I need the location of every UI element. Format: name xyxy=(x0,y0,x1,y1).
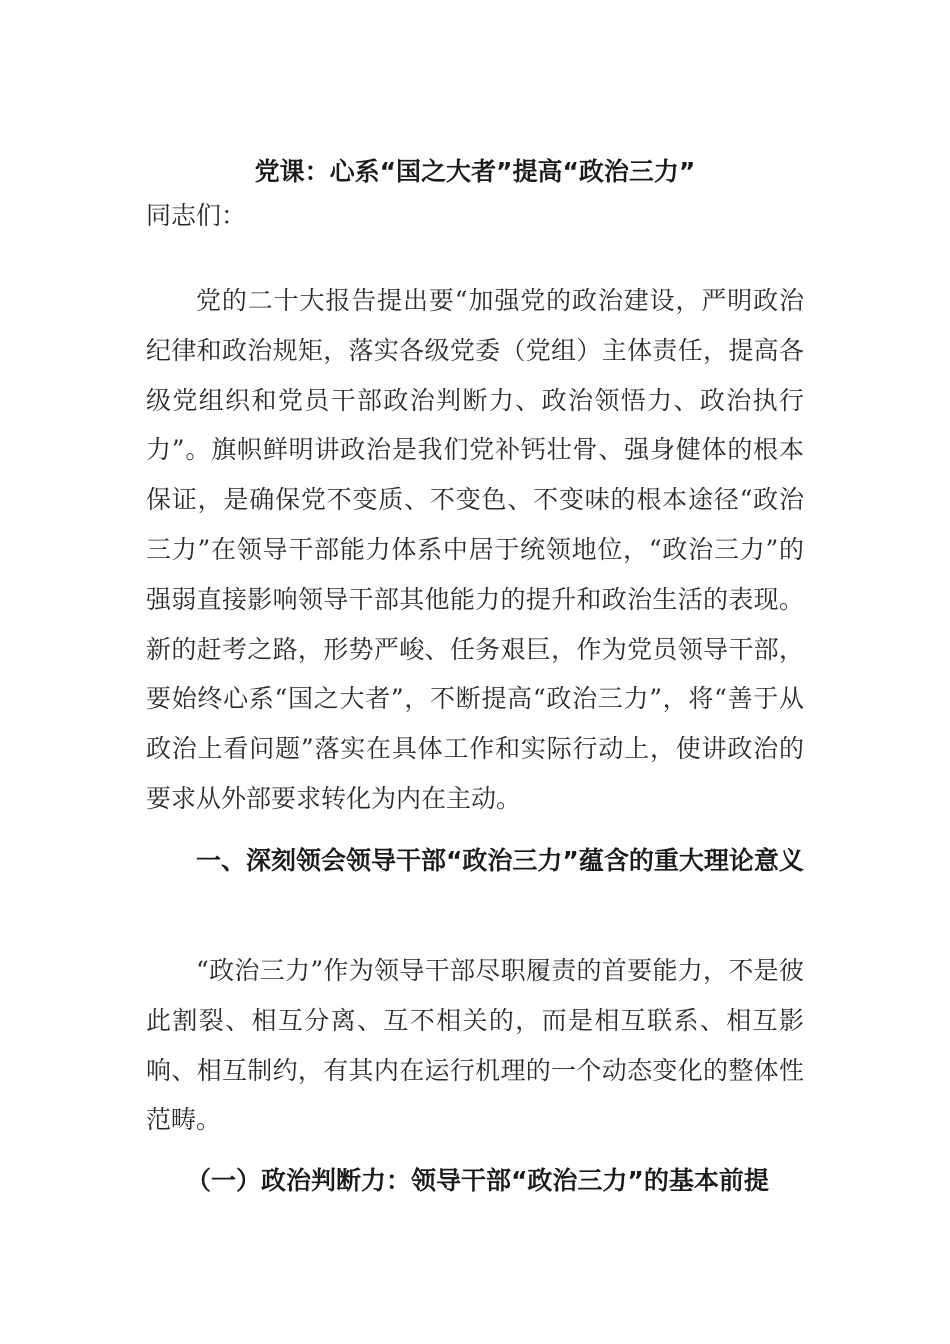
section-heading-1: 一、深刻领会领导干部“政治三力”蕴含的重大理论意义 xyxy=(196,846,804,875)
paragraph-intro: 党的二十大报告提出要“加强党的政治建设，严明政治纪律和政治规矩，落实各级党委（党组）主体责任，提高各级党组织和党员干部政治判断力、政治领悟力、政治执行力”。旗帜鲜明讲政治是我们党补钙壮骨、强身健体的根本保证，是确保党不变质、不变色、不变味的根本途径“政治三力”在领导干部能力体系中居于统领地位，“政治三力”的强弱直接影响领导干部其他能力的提升和政治生活的表现。新的赶考之路，形势严峻、任务艰巨，作为党员领导干部，要始终心系“国之大者”，不断提高“政治三力”，将“善于从政治上看问题”落实在具体工作和实际行动上，使讲政治的要求从外部要求转化为内在主动。 xyxy=(146,286,804,813)
subsection-heading-1: （一）政治判断力：领导干部“政治三力”的基本前提 xyxy=(186,1166,769,1195)
document-title: 党课：心系“国之大者”提高“政治三力” xyxy=(254,157,696,186)
paragraph-section-1: “政治三力”作为领导干部尽职履责的首要能力，不是彼此割裂、相互分离、互不相关的，而是相互联系、相互影响、相互制约，有其内在运行机理的一个动态变化的整体性范畴。 xyxy=(146,956,804,1135)
salutation: 同志们： xyxy=(146,201,247,230)
